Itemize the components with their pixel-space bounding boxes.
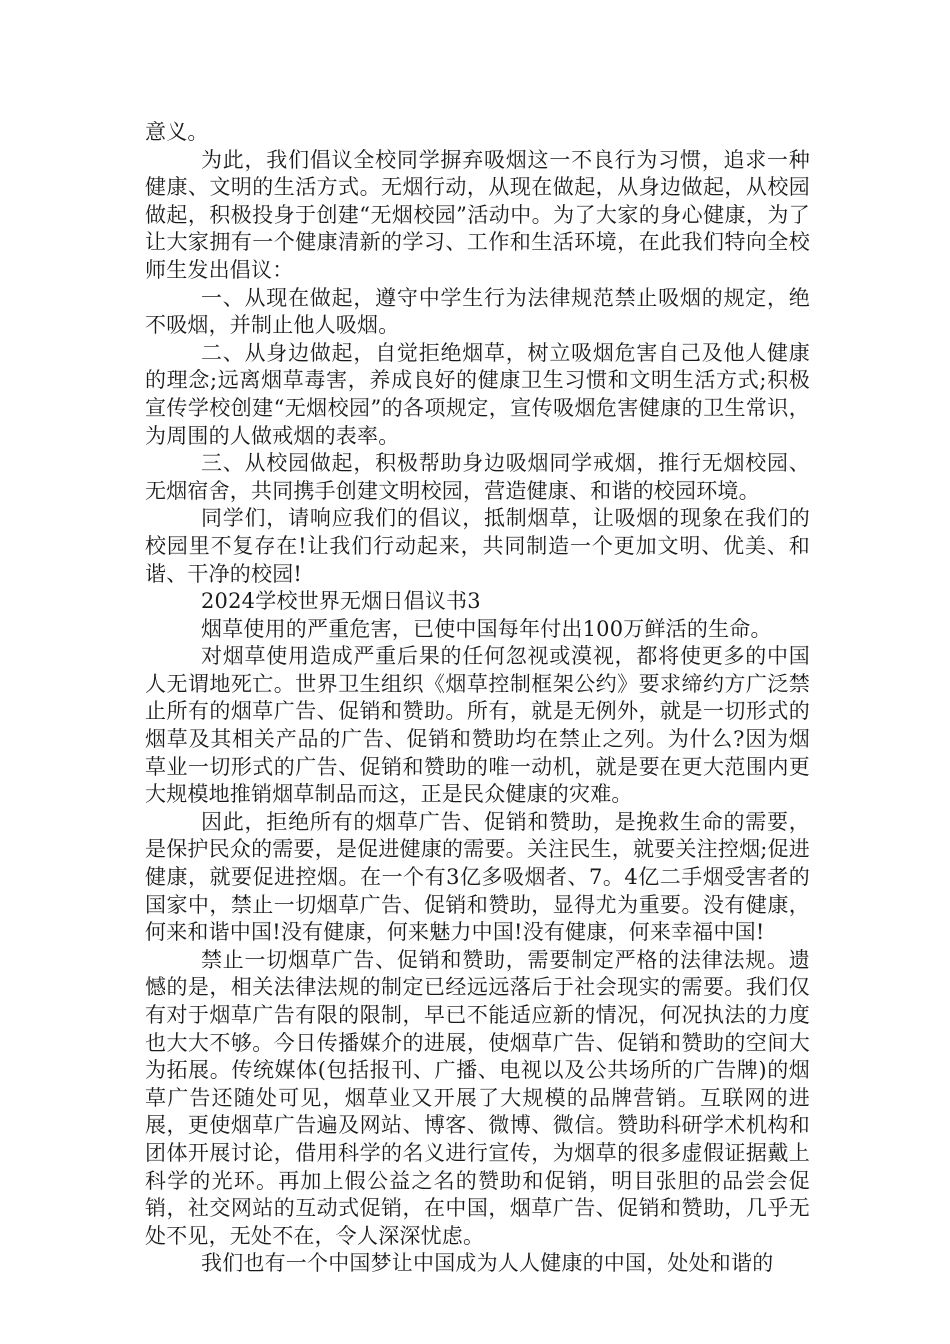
- paragraph-reject-ads: 因此，拒绝所有的烟草广告、促销和赞助，是挽救生命的需要，是保护民众的需要，是促进健康的需要。关注民生，就要关注控烟;促进健康，就要促进控烟。在一个有3亿多吸烟者、7。4亿二手烟受害者的国家中，禁止一切烟草广告、促销和赞助，显得尤为重要。没有健康，何来和谐中国!没有健康，何来魅力中国!没有健康，何来幸福中国!: [145, 809, 810, 945]
- paragraph-tobacco-harm: 烟草使用的严重危害，已使中国每年付出100万鲜活的生命。: [201, 616, 772, 641]
- paragraph-initiative-intro: 为此，我们倡议全校同学摒弃吸烟这一不良行为习惯，追求一种健康、文明的生活方式。无烟行动，从现在做起，从身边做起，从校园做起，积极投身于创建“无烟校园”活动中。为了大家的身心健康，为了让大家拥有一个健康清新的学习、工作和生活环境，在此我们特向全校师生发出倡议：: [145, 147, 810, 282]
- paragraph-call-to-action: 同学们，请响应我们的倡议，抵制烟草，让吸烟的现象在我们的校园里不复存在!让我们行动起来，共同制造一个更加文明、优美、和谐、干净的校园!: [145, 506, 810, 586]
- paragraph-item-three: 三、从校园做起，积极帮助身边吸烟同学戒烟，推行无烟校园、无烟宿舍，共同携手创建文明校园，营造健康、和谐的校园环境。: [145, 451, 810, 503]
- paragraph-legislation: 禁止一切烟草广告、促销和赞助，需要制定严格的法律法规。遗憾的是，相关法律法规的制定已经远远落后于社会现实的需要。我们仅有对于烟草广告有限的限制，早已不能适应新的情况，何况执法的力度也大大不够。今日传播媒介的进展，使烟草广告、促销和赞助的空间大为拓展。传统媒体(包括报刊、广播、电视以及公共场所的广告牌)的烟草广告还随处可见，烟草业又开展了大规模的品牌营销。互联网的进展，更使烟草广告遍及网站、博客、微博、微信。赞助科研学术机构和团体开展讨论，借用科学的名义进行宣传，为烟草的很多虚假证据戴上科学的光环。再加上假公益之名的赞助和促销，明目张胆的品尝会促销，社交网站的互动式促销，在中国，烟草广告、促销和赞助，几乎无处不见，无处不在，令人深深忧虑。: [145, 947, 810, 1248]
- paragraph-item-one: 一、从现在做起，遵守中学生行为法律规范禁止吸烟的规定，绝不吸烟，并制止他人吸烟。: [145, 285, 810, 338]
- document-body: [145, 119, 810, 1278]
- paragraph-item-two: 二、从身边做起，自觉拒绝烟草，树立吸烟危害自己及他人健康的理念;远离烟草毒害，养成良好的健康卫生习惯和文明生活方式;积极宣传学校创建“无烟校园”的各项规定，宣传吸烟危害健康的卫生常识，为周围的人做戒烟的表率。: [145, 340, 810, 448]
- paragraph-china-dream: 我们也有一个中国梦让中国成为人人健康的中国，处处和谐的: [201, 1251, 774, 1276]
- paragraph-who-framework: 对烟草使用造成严重后果的任何忽视或漠视，都将使更多的中国人无谓地死亡。世界卫生组织《烟草控制框架公约》要求缔约方广泛禁止所有的烟草广告、促销和赞助。所有，就是无例外，就是一切形式的烟草及其相关产品的广告、促销和赞助均在禁止之列。为什么?因为烟草业一切形式的广告、促销和赞助的唯一动机，就是要在更大范围内更大规模地推销烟草制品而这，正是民众健康的灾难。: [145, 644, 810, 807]
- section-heading: 2024学校世界无烟日倡议书3: [201, 589, 481, 614]
- paragraph-continuation: 意义。: [145, 120, 209, 144]
